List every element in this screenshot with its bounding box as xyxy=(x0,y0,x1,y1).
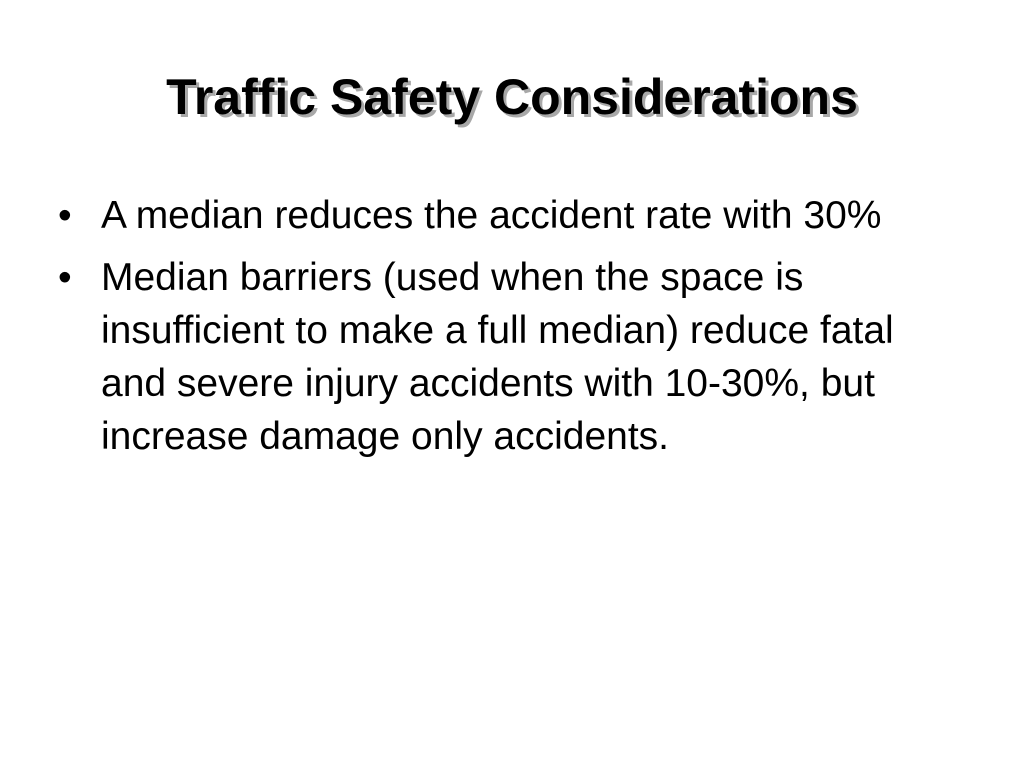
bullet-text: A median reduces the accident rate with 30% xyxy=(101,194,882,237)
bullet-list xyxy=(58,189,968,472)
bullet-mark: • xyxy=(58,256,72,299)
bullet-mark: • xyxy=(58,194,72,237)
bullet-item xyxy=(58,189,968,242)
slide-title: Traffic Safety Considerations xyxy=(166,69,858,125)
bullet-text: Median barriers (used when the space is insufficient to make a full median) reduce fatal and severe injury accidents with 10-30%, but increase damage only accidents. xyxy=(101,256,894,458)
bullet-item xyxy=(58,251,968,463)
